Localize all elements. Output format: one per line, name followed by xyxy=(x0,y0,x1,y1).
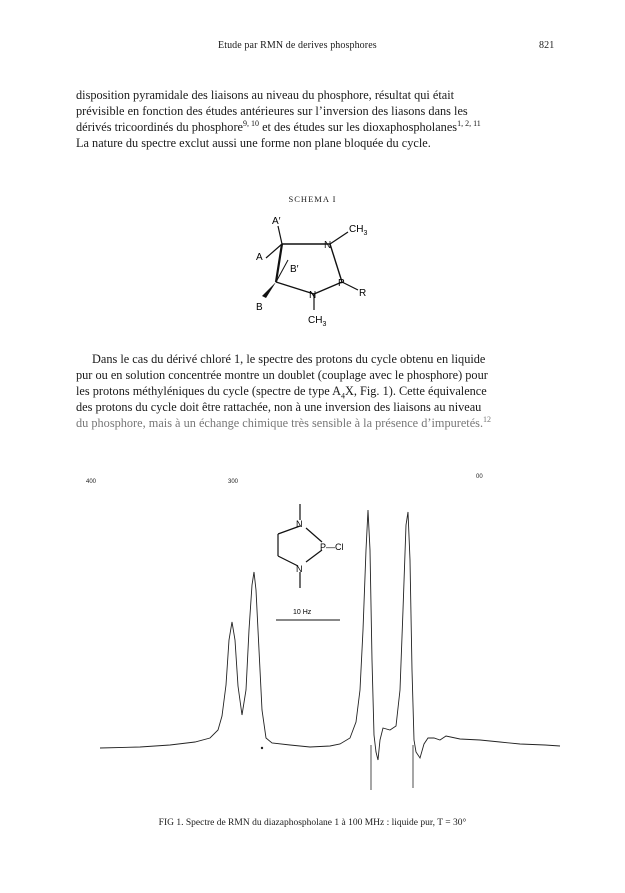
label-a: A xyxy=(256,252,263,263)
p2-line-3: les protons méthyléniques du cycle (spectre de type $A_4X$, Fig. 1). Cette équivalence xyxy=(76,384,487,401)
schema-structure xyxy=(220,210,400,330)
running-title: Etude par RMN de derives phosphores xyxy=(218,40,377,51)
p2-line-5: du phosphore, mais à un échange chimique très sensible à la présence d’impuretés.$^{12}$ xyxy=(76,414,492,430)
schema-title: SCHEMA I xyxy=(288,194,337,204)
p2-line-1: Dans le cas du dérivé chloré 1, le spectre des protons du cycle obtenu en liquide xyxy=(92,352,486,366)
scale-00: 00 xyxy=(476,474,483,480)
p1-line-3: dérivés tricoordinés du phosphore$^{9, 10}$ et des études sur les dioxaphospholanes$^{1, 2, 11}$ xyxy=(76,118,481,134)
inset-n-top: N xyxy=(296,519,303,529)
label-a-prime: A′ xyxy=(272,216,281,227)
page-number: 821 xyxy=(539,40,555,51)
p2-line-2: pur ou en solution concentrée montre un doublet (couplage avec le phosphore) pour xyxy=(76,368,488,382)
ref-1-2-11: 1, 2, 11 xyxy=(457,118,481,128)
paragraph-2 xyxy=(76,351,558,431)
p1-line-1: disposition pyramidale des liaisons au niveau du phosphore, résultat qui était xyxy=(76,88,455,102)
inset-structure xyxy=(278,504,344,588)
label-n-top: N xyxy=(324,240,332,251)
p2-line-4: des protons du cycle doit être rattachée, non à une inversion des liaisons au niveau xyxy=(76,400,482,414)
ref-12: 12 xyxy=(483,414,492,424)
label-b-prime: B′ xyxy=(290,264,299,275)
label-ch3-bottom: $CH_3$ xyxy=(308,315,327,328)
label-n-bottom: N xyxy=(309,290,317,301)
label-r: R xyxy=(359,288,367,299)
inset-p-cl: P—Cl xyxy=(320,542,344,552)
inset-n-bottom: N xyxy=(296,564,303,574)
nmr-spectrum xyxy=(0,490,625,800)
subscript-4: 4 xyxy=(341,391,345,401)
scale-300: 300 xyxy=(228,479,239,485)
label-p: P xyxy=(338,278,345,289)
paragraph-1 xyxy=(76,87,558,151)
p1-line-4: La nature du spectre exclut aussi une forme non plane bloquée du cycle. xyxy=(76,136,431,150)
label-ch3-top: $CH_3$ xyxy=(349,224,368,237)
ref-9-10: 9, 10 xyxy=(243,118,259,128)
scale-400: 400 xyxy=(86,479,97,485)
p1-line-2: prévisible en fonction des études antérieures sur l’inversion des liasons dans les xyxy=(76,104,468,118)
label-b: B xyxy=(256,302,263,313)
figure-caption: FIG 1. Spectre de RMN du diazaphospholane 1 à 100 MHz : liquide pur, T = 30° xyxy=(158,818,467,828)
scale-bar-label: 10 Hz xyxy=(293,609,312,616)
